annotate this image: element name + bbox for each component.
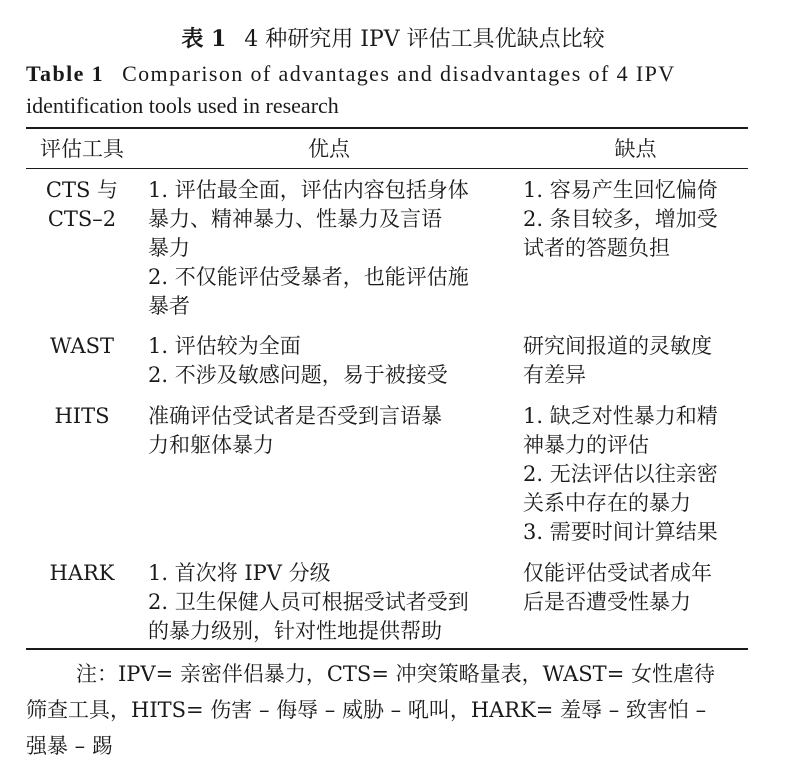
cell-line: 暴者 <box>148 294 190 318</box>
cell-line: 3. 需要时间计算结果 <box>523 520 718 544</box>
table-row-pros <box>148 332 510 390</box>
table-row-tool <box>26 176 138 234</box>
cell-line: 1. 评估最全面，评估内容包括身体 <box>148 178 469 202</box>
cell-line: 研究间报道的灵敏度 <box>523 334 712 358</box>
table-row-cons <box>523 332 748 390</box>
header-pros: 优点 <box>308 137 350 161</box>
cell-line: HARK <box>49 561 115 585</box>
table-caption-en <box>26 58 748 122</box>
table-row-pros <box>148 176 510 321</box>
header-cons: 缺点 <box>614 137 657 161</box>
cell-line: 仅能评估受试者成年 <box>523 561 712 585</box>
cell-line: 2. 条目较多，增加受 <box>523 207 718 231</box>
table-row-cons <box>523 402 748 547</box>
caption-cn-title: 4 种研究用 IPV 评估工具优缺点比较 <box>244 27 605 52</box>
table-row-tool <box>26 559 138 588</box>
footnote-line: 强暴 – 踢 <box>26 734 113 758</box>
cell-line: 暴力、精神暴力、性暴力及言语 <box>148 207 442 231</box>
cell-line: 关系中存在的暴力 <box>523 491 691 515</box>
cell-line: 暴力 <box>148 236 190 260</box>
cell-line: 准确评估受试者是否受到言语暴 <box>148 404 442 428</box>
header-tool: 评估工具 <box>40 137 124 161</box>
cell-line: 后是否遭受性暴力 <box>523 590 691 614</box>
caption-cn-label: 表 1 <box>181 26 227 52</box>
cell-line: 有差异 <box>523 363 586 387</box>
cell-line: HITS <box>54 404 110 428</box>
cell-line: 1. 缺乏对性暴力和精 <box>523 404 718 428</box>
cell-line: 2. 卫生保健人员可根据受试者受到 <box>148 590 469 614</box>
table-row-cons <box>523 176 748 263</box>
caption-en-line-1 <box>26 58 748 90</box>
cell-line: 的暴力级别，针对性地提供帮助 <box>148 619 442 643</box>
table-row-pros <box>148 559 510 646</box>
caption-en-line-2: identification tools used in research <box>26 93 339 118</box>
cell-line: WAST <box>49 334 115 358</box>
table-top-rule <box>26 127 748 129</box>
cell-line: CTS–2 <box>47 207 117 231</box>
table-row-tool <box>26 332 138 361</box>
cell-line: 2. 不涉及敏感问题，易于被接受 <box>148 363 448 387</box>
cell-line: 1. 容易产生回忆偏倚 <box>523 178 718 202</box>
footnote-line: 注：IPV= 亲密伴侣暴力，CTS= 冲突策略量表，WAST= 女性虐待 <box>76 662 715 686</box>
table-row-cons <box>523 559 748 617</box>
cell-line: CTS 与 <box>45 178 119 202</box>
cell-line: 试者的答题负担 <box>523 236 670 260</box>
table-bottom-rule <box>26 648 748 650</box>
cell-line: 力和躯体暴力 <box>148 433 274 457</box>
cell-line: 2. 不仅能评估受暴者，也能评估施 <box>148 265 469 289</box>
cell-line: 1. 评估较为全面 <box>148 334 301 358</box>
cell-line: 2. 无法评估以往亲密 <box>523 462 718 486</box>
cell-line: 神暴力的评估 <box>523 433 649 457</box>
table-row-pros <box>148 402 510 460</box>
footnote-line: 筛查工具，HITS= 伤害 – 侮辱 – 威胁 – 吼叫，HARK= 羞辱 – 致害怕 – <box>26 698 707 722</box>
caption-en-label: Table 1 <box>26 61 105 86</box>
table-row-tool <box>26 402 138 431</box>
cell-line: 1. 首次将 IPV 分级 <box>148 561 331 585</box>
header-rule <box>26 168 748 169</box>
caption-en-title-1: Comparison of advantages and disadvantages of 4 IPV <box>122 61 676 86</box>
table-caption-cn <box>0 24 786 55</box>
table-footnote <box>26 656 748 764</box>
